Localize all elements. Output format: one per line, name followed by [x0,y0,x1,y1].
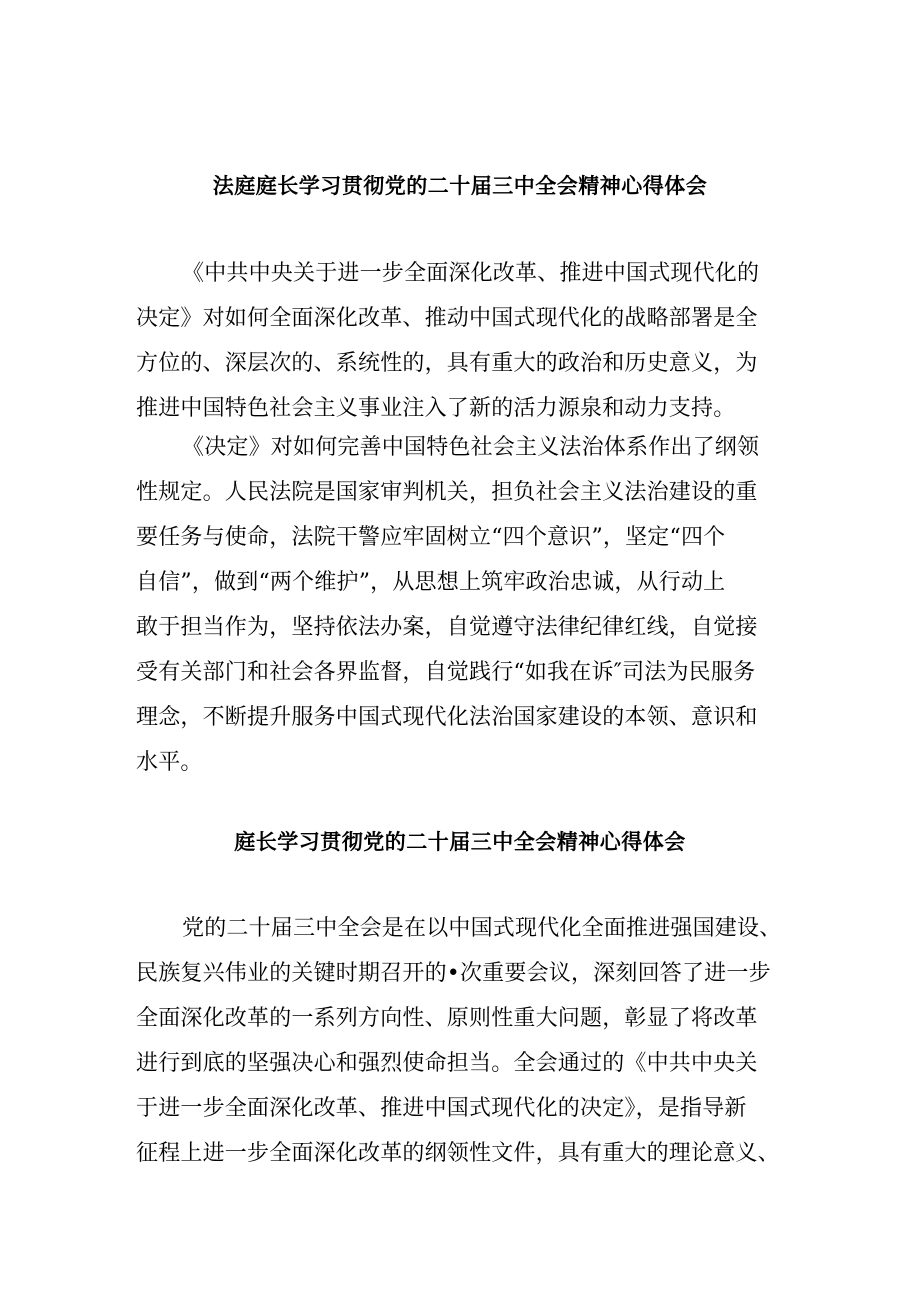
text-line: 民族复兴伟业的关键时期召开的•次重要会议，深刻回答了进一步 [136,961,771,986]
heading-1: 法庭庭长学习贯彻党的二十届三中全会精神心得体会 [212,173,708,198]
text-line: 《决定》对如何完善中国特色社会主义法治体系作出了纲领 [182,435,760,460]
text-line: 《中共中央关于进一步全面深化改革、推进中国式现代化的 [182,261,760,286]
text-line: 方位的、深层次的、系统性的，具有重大的政治和历史意义，为 [136,351,758,376]
paragraph-2 [136,425,796,785]
heading-2: 庭长学习贯彻党的二十届三中全会精神心得体会 [234,829,686,854]
text-line: 推进中国特色社会主义事业注入了新的活力源泉和动力支持。 [136,396,736,421]
text-line: 自信”，做到“两个维护”，从思想上筑牢政治忠诚，从行动上 [136,570,726,595]
text-line: 党的二十届三中全会是在以中国式现代化全面推进强国建设、 [182,916,782,941]
text-line: 于进一步全面深化改革、推进中国式现代化的决定》，是指导新 [136,1096,747,1121]
text-line: 理念，不断提升服务中国式现代化法治国家建设的本领、意识和 [136,705,758,730]
text-line: 敢于担当作为，坚持依法办案，自觉遵守法律纪律红线，自觉接 [136,615,758,640]
text-line: 进行到底的坚强决心和强烈使命担当。全会通过的《中共中央关 [136,1051,758,1076]
text-line: 要任务与使命，法院干警应牢固树立“四个意识”，坚定“四个 [136,525,726,550]
text-line: 决定》对如何全面深化改革、推动中国式现代化的战略部署是全 [136,306,758,331]
text-line: 全面深化改革的一系列方向性、原则性重大问题，彰显了将改革 [136,1006,758,1031]
text-line: 受有关部门和社会各界监督，自觉践行“如我在诉″司法为民服务 [136,660,756,685]
paragraph-3 [136,906,796,1176]
text-line: 性规定。人民法院是国家审判机关，担负社会主义法治建设的重 [136,480,758,505]
paragraph-1 [136,251,796,431]
text-line: 水平。 [136,750,203,775]
text-line: 征程上进一步全面深化改革的纲领性文件，具有重大的理论意义、 [136,1141,780,1166]
